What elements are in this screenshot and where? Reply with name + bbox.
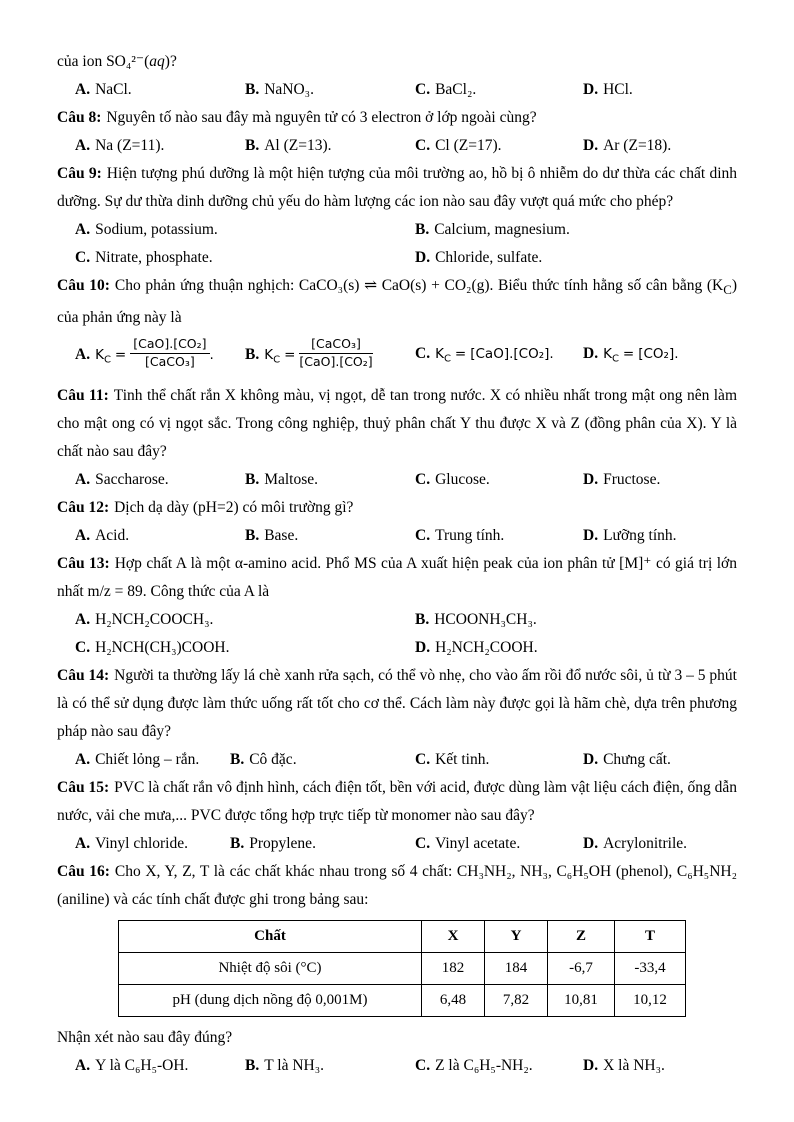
option-text: Fructose. — [603, 471, 661, 489]
fraction — [130, 337, 209, 369]
option-text: Acid. — [95, 527, 130, 545]
option-label: A. — [75, 527, 91, 545]
option-text: Maltose. — [264, 471, 319, 489]
table-cell: 182 — [422, 953, 485, 985]
option-label: A. — [75, 81, 91, 98]
question-8-stem — [57, 104, 737, 132]
table-cell: Nhiệt độ sôi (°C) — [119, 953, 422, 985]
table-row-boiling-point — [119, 953, 686, 985]
option-label: A. — [75, 1057, 91, 1075]
option-text: Chiết lỏng – rắn. — [95, 751, 200, 769]
option-label: D. — [583, 1057, 599, 1075]
option-a — [75, 522, 245, 550]
option-label: A. — [75, 137, 91, 154]
question-16-followup — [57, 1024, 737, 1052]
option-a — [75, 1052, 245, 1080]
option-a — [75, 746, 230, 774]
option-text: Glucose. — [435, 471, 490, 489]
option-text: Calcium, magnesium. — [434, 221, 570, 238]
option-text: H₂NCH₂COOH. — [435, 639, 538, 657]
question-7-stem-tail — [57, 48, 737, 76]
option-text: Nitrate, phosphate. — [95, 249, 213, 266]
table-header-row — [119, 921, 686, 953]
substance-properties-table — [118, 920, 686, 1017]
option-b — [415, 216, 737, 244]
option-label: A. — [75, 346, 91, 364]
option-a — [75, 606, 415, 634]
stem-text: Cho X, Y, Z, T là các chất khác nhau trong số 4 chất: CH₃NH₂, NH₃, C₆H₅OH (phenol), C₆H₅NH₂ (aniline) và các tính chất được ghi trong bảng sau: — [57, 863, 737, 909]
option-text: Kết tinh. — [435, 751, 490, 769]
option-a — [75, 466, 245, 494]
option-a — [75, 132, 245, 160]
option-d — [583, 340, 737, 374]
option-label: C. — [415, 1057, 431, 1075]
option-text: T là NH₃. — [264, 1057, 325, 1075]
fraction-numerator: [CaO].[CO₂] — [130, 337, 209, 353]
option-c — [415, 340, 583, 374]
kc-expression: $K_C$ = $\frac{\text{[CaO].[CO₂]}}{\text{[CaCO₃]}}$ . — [95, 336, 214, 369]
stem-text: Cho phản ứng thuận nghịch: CaCO₃(s) ⇌ CaO(s) + CO₂(g). Biểu thức tính hằng số cân bằng (K — [114, 277, 724, 294]
option-label: C. — [415, 835, 431, 853]
table-cell: 7,82 — [485, 985, 548, 1017]
option-text: Base. — [264, 527, 299, 545]
option-text: NaNO₃. — [264, 81, 314, 98]
question-11-stem — [57, 382, 737, 466]
table-row-ph — [119, 985, 686, 1017]
option-text: Lưỡng tính. — [603, 527, 677, 545]
question-15-stem — [57, 774, 737, 830]
table-header-chat: Chất — [119, 921, 422, 953]
question-10-stem — [57, 272, 737, 332]
option-text: H₂NCH₂COOCH₃. — [95, 611, 214, 629]
option-text: X là NH₃. — [603, 1057, 665, 1075]
table-header-x: X — [422, 921, 485, 953]
option-label: C. — [415, 527, 431, 545]
fraction — [299, 337, 372, 369]
stem-text: Nguyên tố nào sau đây mà nguyên tử có 3 electron ở lớp ngoài cùng? — [106, 109, 537, 126]
option-b — [245, 76, 415, 104]
option-label: B. — [245, 81, 260, 98]
option-a — [75, 216, 415, 244]
option-label: D. — [583, 137, 599, 154]
question-number: Câu 13: — [57, 555, 110, 573]
option-text: HCl. — [603, 81, 633, 98]
option-text: Al (Z=13). — [264, 137, 332, 154]
option-text: Chloride, sulfate. — [435, 249, 543, 266]
option-text: Cô đặc. — [249, 751, 297, 769]
option-c — [75, 244, 415, 272]
question-13-stem — [57, 550, 737, 606]
option-b — [245, 466, 415, 494]
option-label: A. — [75, 221, 91, 238]
option-label: B. — [245, 527, 260, 545]
option-c — [415, 830, 583, 858]
question-12-options-row — [57, 522, 737, 550]
option-b — [230, 746, 415, 774]
option-d — [415, 634, 737, 662]
option-label: D. — [583, 527, 599, 545]
option-label: B. — [230, 835, 245, 853]
option-c — [415, 1052, 583, 1080]
option-c — [415, 746, 583, 774]
option-b — [245, 132, 415, 160]
question-16-stem — [57, 858, 737, 914]
question-number: Câu 9: — [57, 165, 102, 182]
stem-italic-aq: aq — [149, 53, 165, 70]
kc-expression: $K_C = [CO_2]$. — [603, 346, 679, 365]
table-cell: 6,48 — [422, 985, 485, 1017]
question-7-options-row — [57, 76, 737, 104]
option-d — [583, 466, 737, 494]
stem-text: Người ta thường lấy lá chè xanh rửa sạch, có thể vò nhẹ, cho vào ấm rồi đổ nước sôi, ủ từ 3 – 5 phút là có thể sử dụng được làm thức uống rất tốt cho cơ thể. Cách làm này được gọi là hãm chè, dựa trên phương pháp nào sau đây? — [57, 667, 737, 741]
option-a — [75, 76, 245, 104]
option-text: Sodium, potassium. — [95, 221, 218, 238]
option-text: NaCl. — [95, 81, 132, 98]
option-text: Propylene. — [249, 835, 316, 853]
option-label: D. — [415, 249, 431, 266]
option-label: A. — [75, 751, 91, 769]
table-cell: -6,7 — [548, 953, 615, 985]
option-text: Trung tính. — [435, 527, 505, 545]
stem-text: PVC là chất rắn vô định hình, cách điện tốt, bền với acid, được dùng làm vật liệu cách điện, ống dẫn nước, vải che mưa,... PVC được tổng hợp trực tiếp từ monomer nào sau đây? — [57, 779, 738, 825]
option-label: C. — [75, 639, 91, 657]
option-b — [230, 830, 415, 858]
option-a — [75, 336, 245, 375]
option-label: D. — [583, 751, 599, 769]
stem-text: Nhận xét nào sau đây đúng? — [57, 1029, 233, 1047]
stem-text: Hợp chất A là một α-amino acid. Phổ MS của A xuất hiện peak của ion phân tử [M]⁺ có giá trị lớn nhất m/z = 89. Công thức của A là — [57, 555, 737, 601]
option-c — [75, 634, 415, 662]
option-label: A. — [75, 835, 91, 853]
option-label: A. — [75, 611, 91, 629]
question-8-options-row — [57, 132, 737, 160]
option-a — [75, 830, 230, 858]
stem-text: Dịch dạ dày (pH=2) có môi trường gì? — [114, 499, 354, 517]
kc-expression: $K_C$ = $\frac{\text{[CaCO₃]}}{\text{[CaO].[CO₂]}}$ — [264, 336, 373, 369]
question-9-options-row-1 — [57, 216, 737, 244]
option-label: D. — [583, 835, 599, 853]
question-16-options-row — [57, 1052, 737, 1080]
option-label: B. — [245, 471, 260, 489]
question-number: Câu 8: — [57, 109, 102, 126]
option-label: B. — [245, 346, 260, 364]
stem-text: Hiện tượng phú dưỡng là một hiện tượng của môi trường ao, hồ bị ô nhiễm do dư thừa các chất dinh dưỡng. Sự dư thừa dinh dưỡng chủ yếu do hàm lượng các ion nào sau đây vượt quá mức cho phép? — [57, 165, 737, 210]
option-label: C. — [415, 137, 431, 154]
option-text: Z là C₆H₅-NH₂. — [435, 1057, 533, 1075]
option-label: B. — [230, 751, 245, 769]
stem-text: )? — [164, 53, 177, 70]
question-13-options-row-2 — [57, 634, 737, 662]
option-text: Y là C₆H₅-OH. — [95, 1057, 189, 1075]
option-text: Ar (Z=18). — [603, 137, 672, 154]
question-9-options-row-2 — [57, 244, 737, 272]
option-text: HCOONH₃CH₃. — [434, 611, 537, 629]
option-c — [415, 466, 583, 494]
option-label: D. — [583, 81, 599, 98]
stem-text: ) của phản ứng này là — [57, 277, 737, 327]
table-header-z: Z — [548, 921, 615, 953]
option-d — [583, 132, 737, 160]
table-header-y: Y — [485, 921, 548, 953]
question-15-options-row — [57, 830, 737, 858]
question-number: Câu 15: — [57, 779, 110, 797]
table-cell: pH (dung dịch nồng độ 0,001M) — [119, 985, 422, 1017]
option-d — [583, 76, 737, 104]
option-d — [583, 522, 737, 550]
option-d — [583, 1052, 737, 1080]
option-text: Vinyl chloride. — [95, 835, 188, 853]
question-number: Câu 16: — [57, 863, 110, 881]
table-cell: 10,12 — [615, 985, 686, 1017]
fraction-denominator: [CaO].[CO₂] — [299, 353, 373, 369]
option-c — [415, 76, 583, 104]
option-d — [583, 746, 737, 774]
option-label: C. — [75, 249, 91, 266]
option-text: Chưng cất. — [603, 751, 671, 769]
table-cell: 184 — [485, 953, 548, 985]
question-11-options-row — [57, 466, 737, 494]
option-text: Acrylonitrile. — [603, 835, 688, 853]
kc-expression: $K_C = [CaO].[CO_2]$. — [435, 346, 554, 365]
question-number: Câu 10: — [57, 277, 110, 294]
option-label: B. — [415, 611, 430, 629]
option-text: [CO₂]. — [638, 346, 679, 363]
stem-text: Tinh thể chất rắn X không màu, vị ngọt, dễ tan trong nước. X có nhiều nhất trong mật ong nên làm cho mật ong có vị ngọt sắc. Trong công nghiệp, thuỷ phân chất Y thu được X và Z (đồng phân của X). Y là chất nào sau đây? — [57, 387, 737, 461]
option-label: B. — [415, 221, 430, 238]
question-number: Câu 11: — [57, 387, 109, 405]
option-d — [415, 244, 737, 272]
option-c — [415, 132, 583, 160]
question-number: Câu 12: — [57, 499, 110, 517]
question-14-options-row — [57, 746, 737, 774]
option-label: B. — [245, 137, 260, 154]
option-b — [415, 606, 737, 634]
option-text: Vinyl acetate. — [435, 835, 521, 853]
option-text: H₂NCH(CH₃)COOH. — [95, 639, 230, 657]
question-number: Câu 14: — [57, 667, 110, 685]
stem-text: của ion SO₄²⁻( — [57, 53, 150, 70]
option-label: D. — [415, 639, 431, 657]
table-cell: 10,81 — [548, 985, 615, 1017]
option-tail: . — [209, 347, 214, 364]
question-9-stem — [57, 160, 737, 216]
option-b — [245, 336, 415, 375]
kc-subscript: C — [723, 282, 732, 298]
option-b — [245, 1052, 415, 1080]
option-label: C. — [415, 345, 431, 363]
option-label: D. — [583, 345, 599, 363]
option-text: [CaO].[CO₂]. — [470, 346, 554, 363]
option-label: C. — [415, 81, 431, 98]
option-c — [415, 522, 583, 550]
question-10-options-row — [57, 332, 737, 382]
option-text: BaCl₂. — [435, 81, 477, 98]
option-label: C. — [415, 471, 431, 489]
option-d — [583, 830, 737, 858]
question-12-stem — [57, 494, 737, 522]
fraction-numerator: [CaCO₃] — [299, 337, 372, 353]
option-text: Cl (Z=17). — [435, 137, 502, 154]
option-b — [245, 522, 415, 550]
option-text: Saccharose. — [95, 471, 169, 489]
question-13-options-row-1 — [57, 606, 737, 634]
question-14-stem — [57, 662, 737, 746]
table-header-t: T — [615, 921, 686, 953]
option-label: B. — [245, 1057, 260, 1075]
table-cell: -33,4 — [615, 953, 686, 985]
option-label: D. — [583, 471, 599, 489]
fraction-denominator: [CaCO₃] — [145, 353, 195, 369]
option-label: A. — [75, 471, 91, 489]
option-text: Na (Z=11). — [95, 137, 165, 154]
option-label: C. — [415, 751, 431, 769]
